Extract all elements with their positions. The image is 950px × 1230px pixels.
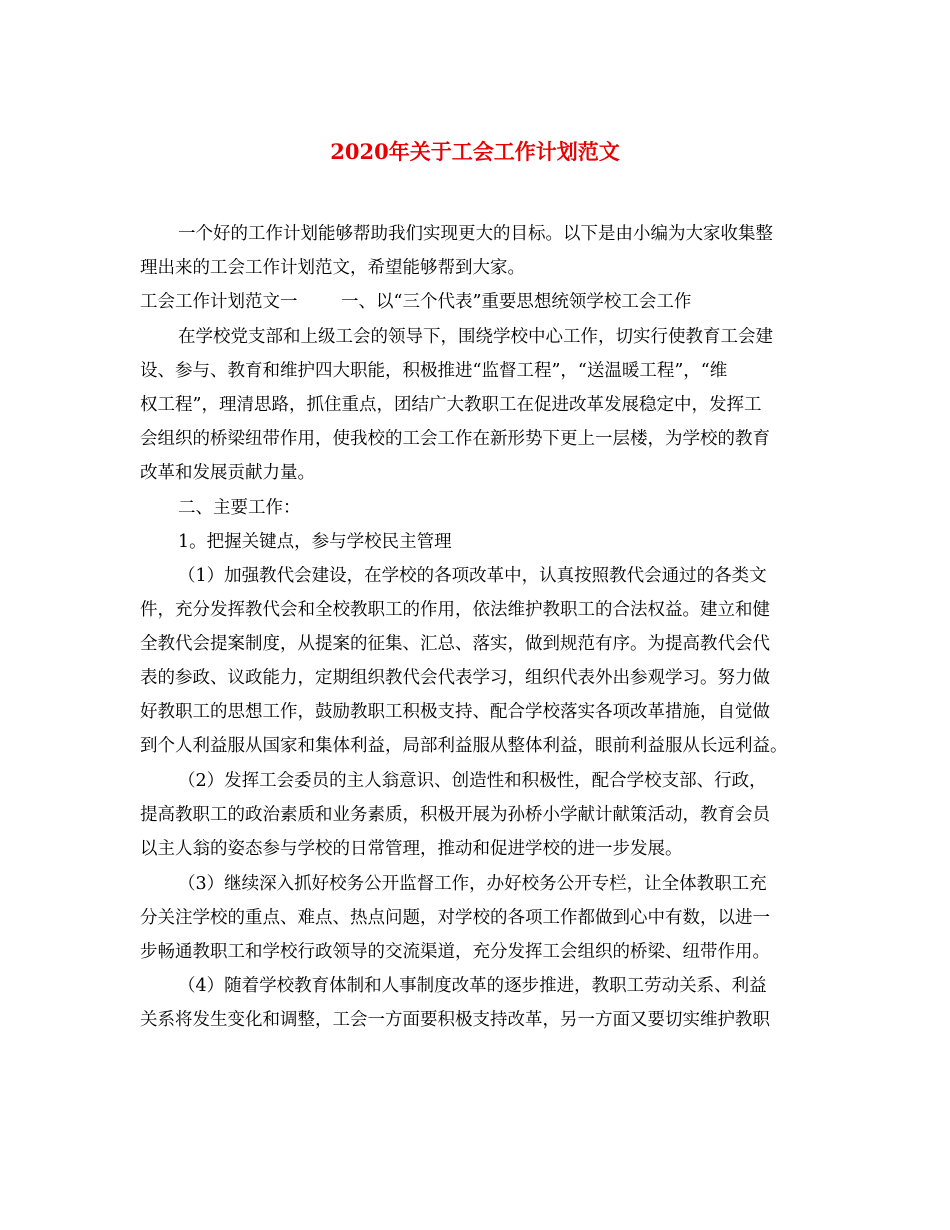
paragraph-line: 步畅通教职工和学校行政领导的交流渠道，充分发挥工会组织的桥梁、纽带作用。 [140, 942, 770, 962]
paragraph-line: 件，充分发挥教代会和全校教职工的作用，依法维护教职工的合法权益。建立和健 [140, 600, 770, 620]
paragraph-line: （3）继续深入抓好校务公开监督工作，办好校务公开专栏，让全体教职工充 [178, 874, 767, 894]
paragraph-line: 分关注学校的重点、难点、热点问题，对学校的各项工作都做到心中有数，以进一 [140, 908, 770, 928]
paragraph-line: 以主人翁的姿态参与学校的日常管理，推动和促进学校的进一步发展。 [140, 839, 683, 859]
paragraph-line: 好教职工的思想工作，鼓励教职工积极支持、配合学校落实各项改革措施，自觉做 [140, 702, 770, 722]
paragraph-line: 表的参政、议政能力，定期组织教代会代表学习，组织代表外出参观学习。努力做 [140, 668, 770, 688]
paragraph-line: 权工程”，理清思路，抓住重点，团结广大教职工在促进改革发展稳定中，发挥工 [140, 395, 762, 415]
paragraph-line: 改革和发展贡献力量。 [140, 463, 315, 483]
paragraph-line: 理出来的工会工作计划范文，希望能够帮到大家。 [140, 258, 525, 278]
paragraph-line: 一个好的工作计划能够帮助我们实现更大的目标。以下是由小编为大家收集整 [178, 224, 773, 244]
paragraph-line: （4）随着学校教育体制和人事制度改革的逐步推进，教职工劳动关系、利益 [178, 976, 767, 996]
paragraph-line: （2）发挥工会委员的主人翁意识、创造性和积极性，配合学校支部、行政， [178, 771, 767, 791]
paragraph-line: 设、参与、教育和维护四大职能，积极推进“监督工程”，“送温暖工程”，“维 [140, 361, 728, 381]
paragraph-line: 全教代会提案制度，从提案的征集、汇总、落实，做到规范有序。为提高教代会代 [140, 634, 770, 654]
paragraph-line: （1）加强教代会建设，在学校的各项改革中，认真按照教代会通过的各类文 [178, 566, 767, 586]
subsection-heading: 1。把握关键点，参与学校民主管理 [178, 532, 452, 552]
paragraph-line: 会组织的桥梁纽带作用，使我校的工会工作在新形势下更上一层楼，为学校的教育 [140, 429, 770, 449]
paragraph-line: 在学校党支部和上级工会的领导下，围绕学校中心工作，切实行使教育工会建 [178, 327, 773, 347]
section-label: 工会工作计划范文一 [140, 292, 298, 312]
section-heading: 二、主要工作： [178, 498, 301, 518]
paragraph-line: 提高教职工的政治素质和业务素质，积极开展为孙桥小学献计献策活动，教育会员 [140, 805, 770, 825]
section-heading: 一、以“三个代表”重要思想统领学校工会工作 [341, 292, 692, 312]
paragraph-line: 关系将发生变化和调整，工会一方面要积极支持改革，另一方面又要切实维护教职 [140, 1010, 770, 1030]
document-title: 2020年关于工会工作计划范文 [330, 139, 620, 164]
paragraph-line: 到个人利益服从国家和集体利益，局部利益服从整体利益，眼前利益服从长远利益。 [140, 736, 788, 756]
